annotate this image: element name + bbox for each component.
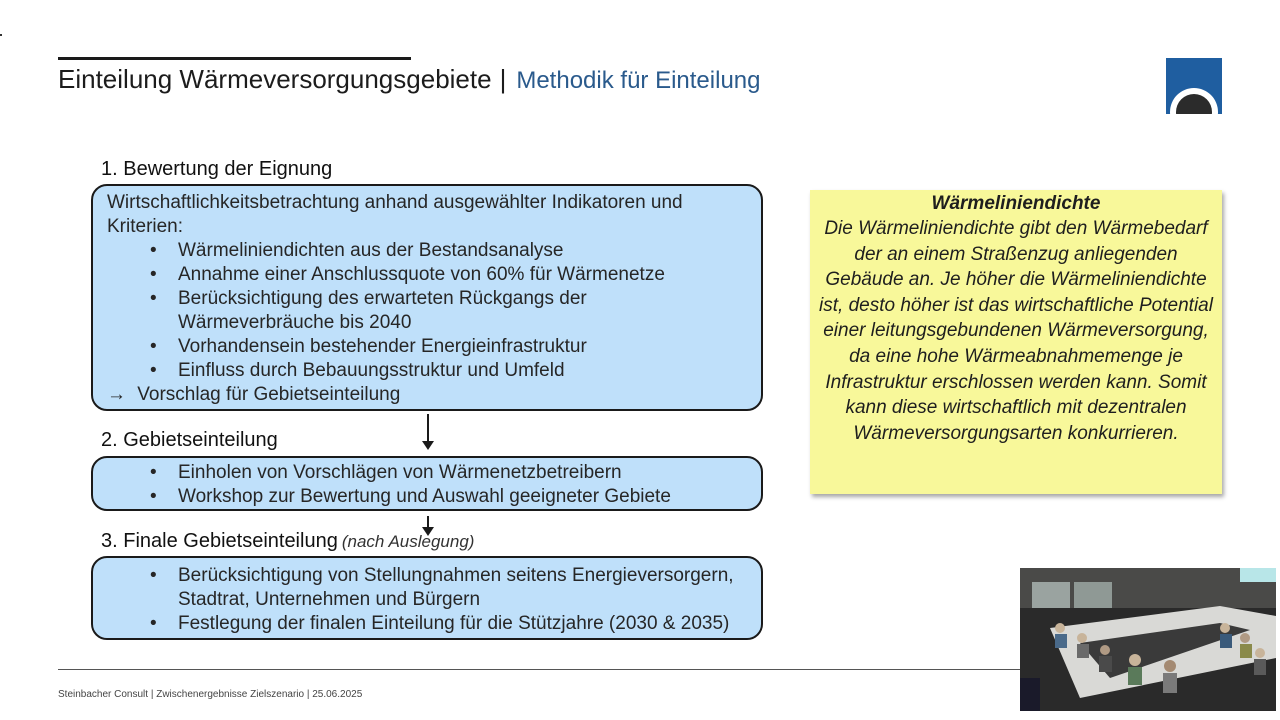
list-item: • Wärmeliniendichten aus der Bestandsanalyse xyxy=(107,239,747,263)
footer-rule xyxy=(58,669,1020,670)
title-subtitle: Methodik für Einteilung xyxy=(516,67,761,94)
section-3-heading xyxy=(101,530,474,553)
list-item: • Berücksichtigung des erwarteten Rückgangs der Wärmeverbräuche bis 2040 xyxy=(107,287,618,335)
list-item: • Annahme einer Anschlussquote von 60% für Wärmenetze xyxy=(107,263,747,287)
list-item: • Vorhandensein bestehender Energieinfrastruktur xyxy=(107,335,747,359)
section-2-heading: 2. Gebietseinteilung xyxy=(101,429,278,451)
list-item: • Einfluss durch Bebauungsstruktur und Umfeld xyxy=(107,359,747,383)
list-item: • Festlegung der finalen Einteilung für die Stützjahre (2030 & 2035) xyxy=(107,612,747,636)
info-box-title: Wärmeliniendichte xyxy=(931,193,1101,214)
down-arrow-icon xyxy=(427,414,429,448)
section-3-box xyxy=(91,556,763,640)
section-3-heading-text: 3. Finale Gebietseinteilung xyxy=(101,530,338,552)
meeting-room-image xyxy=(1020,568,1276,711)
company-logo xyxy=(1166,58,1222,114)
section-1-conclusion xyxy=(107,383,747,407)
section-2-box xyxy=(91,456,763,511)
title-main: Einteilung Wärmeversorgungsgebiete xyxy=(58,64,492,94)
slide-title xyxy=(58,64,760,95)
section-1-heading: 1. Bewertung der Eignung xyxy=(101,158,333,180)
list-item: • Berücksichtigung von Stellungnahmen seitens Energieversorgern, Stadtrat, Unternehmen und Bürgern xyxy=(107,564,758,612)
conclusion-text: Vorschlag für Gebietseinteilung xyxy=(137,384,401,405)
section-1-bullets xyxy=(107,239,747,383)
title-separator: | xyxy=(499,64,507,94)
section-1-intro: Wirtschaftlichkeitsbetrachtung anhand ausgewählter Indikatoren und Kriterien: xyxy=(107,192,683,237)
corner-mark xyxy=(0,34,2,36)
section-1-box xyxy=(91,184,763,411)
section-3-note: (nach Auslegung) xyxy=(341,532,475,551)
list-item: • Einholen von Vorschlägen von Wärmenetzbetreibern xyxy=(107,461,747,485)
title-rule xyxy=(58,57,411,60)
section-3-bullets xyxy=(107,564,747,636)
info-box-body: Die Wärmeliniendichte gibt den Wärmebedarf der an einem Straßenzug anliegenden Gebäude an. Je höher die Wärmeliniendichte ist, desto höher ist das wirtschaftliche Potential einer leitungsgebundenen Wärmeversorgung, da eine hohe Wärmeabnahmemenge je Infrastruktur erschlossen werden kann. Somit kann diese wirtschaftlich mit dezentralen Wärmeversorgungsarten konkurrieren. xyxy=(819,218,1213,444)
section-2-bullets xyxy=(107,461,747,509)
list-item: • Workshop zur Bewertung und Auswahl geeigneter Gebiete xyxy=(107,485,747,509)
arrow-right-icon: → xyxy=(107,384,126,405)
footer-text: Steinbacher Consult | Zwischenergebnisse Zielszenario | 25.06.2025 xyxy=(58,689,363,700)
video-thumbnail[interactable] xyxy=(1020,568,1276,711)
info-box xyxy=(810,190,1222,494)
